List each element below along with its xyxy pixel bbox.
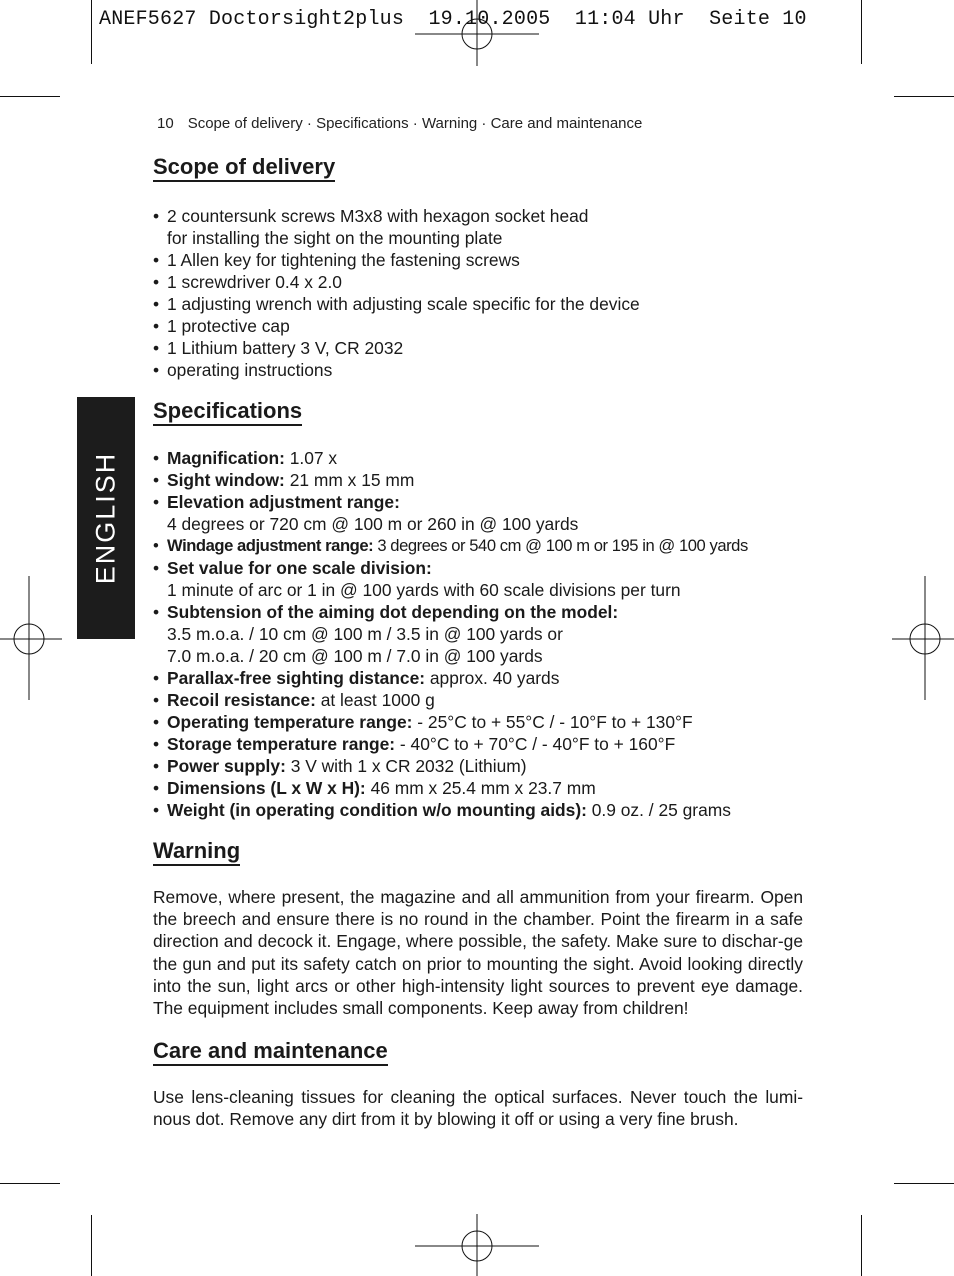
registration-mark-bottom <box>415 1214 539 1276</box>
crop-mark <box>894 96 954 97</box>
page-number: 10 <box>157 115 174 132</box>
spec-item: • Operating temperature range: - 25°C to + 55°C / - 10°F to + 130°F <box>153 711 803 733</box>
running-head-text: Scope of delivery · Specifications · Warning · Care and maintenance <box>187 115 643 132</box>
crop-mark <box>91 0 92 64</box>
care-text: Use lens-cleaning tissues for cleaning the optical surfaces. Never touch the lumi-nous dot. Remove any dirt from it by blowing it off or using a very fine brush. <box>153 1087 803 1130</box>
spec-item: • Parallax-free sighting distance: approx. 40 yards <box>153 667 803 689</box>
language-tab <box>77 397 135 639</box>
language-tab-label: ENGLISH <box>90 451 121 585</box>
crop-mark <box>0 96 60 97</box>
page-content <box>153 154 803 1131</box>
spec-item: • Magnification: 1.07 x <box>153 447 803 469</box>
list-item: • 1 screwdriver 0.4 x 2.0 <box>153 271 803 293</box>
spec-item: • Windage adjustment range: 3 degrees or 540 cm @ 100 m or 195 in @ 100 yards <box>153 535 803 557</box>
list-item: • 1 Lithium battery 3 V, CR 2032 <box>153 337 803 359</box>
spec-item: • Sight window: 21 mm x 15 mm <box>153 469 803 491</box>
spec-item: • Elevation adjustment range: 4 degrees or 720 cm @ 100 m or 260 in @ 100 yards <box>153 491 803 535</box>
spec-item: • Weight (in operating condition w/o mounting aids): 0.9 oz. / 25 grams <box>153 799 803 821</box>
registration-mark-right <box>892 576 954 700</box>
running-head <box>157 115 642 132</box>
section-heading-care: Care and maintenance <box>153 1038 388 1066</box>
spec-item: • Subtension of the aiming dot depending on the model: 3.5 m.o.a. / 10 cm @ 100 m / 3.5 in @ 100 yards or 7.0 m.o.a. / 20 cm @ 100 m / 7.0 in @ 100 yards <box>153 601 803 667</box>
spec-item: • Recoil resistance: at least 1000 g <box>153 689 803 711</box>
list-item: • 2 countersunk screws M3x8 with hexagon socket head for installing the sight on the mounting plate <box>153 205 803 249</box>
list-item: • operating instructions <box>153 359 803 381</box>
spec-item: • Set value for one scale division: 1 minute of arc or 1 in @ 100 yards with 60 scale divisions per turn <box>153 557 803 601</box>
spec-item: • Dimensions (L x W x H): 46 mm x 25.4 mm x 23.7 mm <box>153 777 803 799</box>
crop-mark <box>861 0 862 64</box>
list-item: • 1 Allen key for tightening the fastening screws <box>153 249 803 271</box>
scope-list <box>153 205 803 381</box>
crop-mark <box>894 1183 954 1184</box>
crop-mark <box>0 1183 60 1184</box>
registration-mark-left <box>0 576 62 700</box>
list-item: • 1 adjusting wrench with adjusting scale specific for the device <box>153 293 803 315</box>
list-item: • 1 protective cap <box>153 315 803 337</box>
spec-item: • Power supply: 3 V with 1 x CR 2032 (Lithium) <box>153 755 803 777</box>
warning-text: Remove, where present, the magazine and all ammunition from your firearm. Open the breech and ensure there is no round in the chamber. Point the firearm in a safe direction and decock it. Engage, where possible, the safety. Make sure to dischar-ge the gun and put its safety catch on prior to mounting the sight. Avoid looking directly into the sun, light arcs or other high-intensity light sources to prevent eye damage. The equipment includes small components. Keep away from children! <box>153 887 803 1019</box>
crop-mark <box>91 1215 92 1276</box>
section-heading-scope: Scope of delivery <box>153 154 335 182</box>
printer-slug: ANEF5627 Doctorsight2plus 19.10.2005 11:04 Uhr Seite 10 <box>99 8 807 31</box>
specifications-list <box>153 447 803 821</box>
crop-mark <box>861 1215 862 1276</box>
section-heading-warning: Warning <box>153 838 240 866</box>
registration-mark-top <box>415 0 539 66</box>
spec-item: • Storage temperature range: - 40°C to + 70°C / - 40°F to + 160°F <box>153 733 803 755</box>
section-heading-specifications: Specifications <box>153 398 302 426</box>
